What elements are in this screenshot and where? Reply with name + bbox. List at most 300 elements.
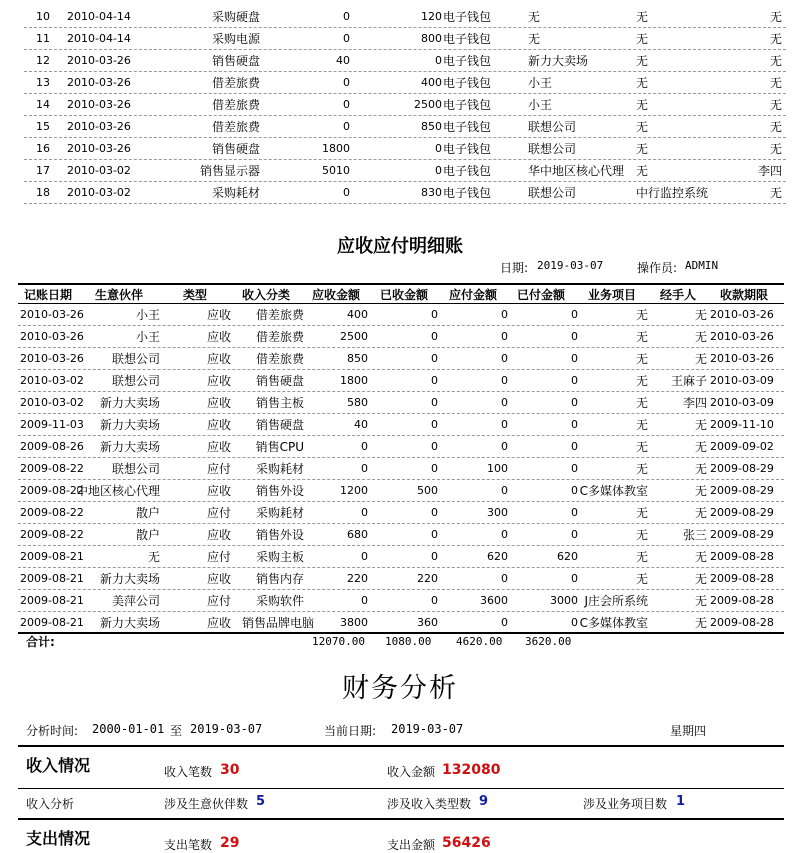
row-category: 销售主板 — [255, 396, 304, 410]
row-received: 0 — [431, 330, 438, 343]
ledger-date: 2010-03-26 — [67, 120, 131, 133]
row-due-date: 2010-03-09 — [710, 374, 774, 387]
ledger-handler: 无 — [769, 120, 782, 134]
row-handler: 张三 — [682, 528, 707, 542]
row-paid: 0 — [571, 330, 578, 343]
row-category: 采购软件 — [255, 594, 304, 608]
row-category: 销售硬盘 — [255, 374, 304, 388]
ledger-no: 10 — [36, 10, 50, 23]
row-receivable: 0 — [361, 550, 368, 563]
ledger-amount-in: 1800 — [322, 142, 350, 155]
ledger-account: 电子钱包 — [443, 10, 492, 24]
row-received: 0 — [431, 462, 438, 475]
table-row — [0, 94, 800, 116]
row-due-date: 2009-08-29 — [710, 506, 774, 519]
row-due-date: 2009-11-10 — [710, 418, 774, 431]
detail-header-cell: 生意伙伴 — [95, 288, 144, 302]
row-category: 销售外设 — [255, 484, 304, 498]
row-project: C多媒体教室 — [579, 616, 648, 630]
row-paid: 0 — [571, 440, 578, 453]
row-received: 0 — [431, 396, 438, 409]
income-section-rule — [18, 745, 784, 747]
ledger-party: 联想公司 — [528, 186, 577, 200]
ledger-project: 无 — [636, 32, 649, 46]
table-row — [0, 182, 800, 204]
row-payable: 0 — [501, 528, 508, 541]
ledger-desc: 借差旅费 — [211, 76, 260, 90]
row-payable: 0 — [501, 440, 508, 453]
ledger-date: 2010-03-02 — [67, 186, 131, 199]
detail-operator-label: 操作员: — [637, 261, 678, 275]
ledger-amount-in: 0 — [343, 10, 350, 23]
row-partner: 新力大卖场 — [99, 440, 160, 454]
expense-section-title: 支出情况 — [26, 829, 91, 848]
detail-date: 2019-03-07 — [537, 259, 604, 272]
detail-header-cell: 应收金额 — [312, 288, 361, 302]
table-row — [0, 326, 800, 348]
row-payable: 100 — [487, 462, 508, 475]
row-type: 应收 — [207, 616, 232, 630]
row-category: 采购主板 — [255, 550, 304, 564]
row-partner: 新力大卖场 — [99, 616, 160, 630]
row-project: 无 — [635, 418, 648, 432]
detail-header-cell: 记账日期 — [24, 288, 73, 302]
row-category: 销售品牌电脑 — [242, 616, 315, 630]
row-payable: 0 — [501, 396, 508, 409]
row-project: 无 — [635, 440, 648, 454]
ledger-party: 华中地区核心代理 — [528, 164, 625, 178]
row-partner: 中地区核心代理 — [75, 484, 160, 498]
row-paid: 0 — [571, 352, 578, 365]
row-receivable: 0 — [361, 506, 368, 519]
current-date: 2019-03-07 — [391, 722, 464, 736]
ledger-party: 联想公司 — [528, 142, 577, 156]
row-payable: 0 — [501, 330, 508, 343]
partners-count-label: 涉及生意伙伴数 — [164, 797, 249, 811]
row-type: 应收 — [207, 572, 232, 586]
row-received: 0 — [431, 528, 438, 541]
weekday: 星期四 — [670, 724, 707, 738]
row-project: 无 — [635, 572, 648, 586]
row-paid: 0 — [571, 528, 578, 541]
table-row — [0, 568, 800, 590]
row-receivable: 0 — [361, 440, 368, 453]
row-payable: 3600 — [480, 594, 508, 607]
row-project: 无 — [635, 462, 648, 476]
row-project: 无 — [635, 396, 648, 410]
row-project: 无 — [635, 528, 648, 542]
row-due-date: 2009-08-29 — [710, 484, 774, 497]
ledger-amount-out: 2500 — [414, 98, 442, 111]
ledger-amount-in: 5010 — [322, 164, 350, 177]
row-received: 0 — [431, 440, 438, 453]
table-row — [0, 480, 800, 502]
period-end: 2019-03-07 — [190, 722, 263, 736]
row-date: 2010-03-26 — [20, 352, 84, 365]
ledger-amount-out: 800 — [421, 32, 442, 45]
income-count-label: 收入笔数 — [164, 765, 213, 779]
row-received: 0 — [431, 308, 438, 321]
detail-header-cell: 收款期限 — [720, 288, 769, 302]
row-due-date: 2009-08-28 — [710, 616, 774, 629]
row-partner: 新力大卖场 — [99, 396, 160, 410]
detail-title: 应收应付明细账 — [337, 236, 463, 257]
row-category: 销售硬盘 — [255, 418, 304, 432]
detail-date-label: 日期: — [500, 261, 529, 275]
row-partner: 联想公司 — [111, 374, 160, 388]
ledger-party: 联想公司 — [528, 120, 577, 134]
row-partner: 散户 — [135, 528, 160, 542]
row-partner: 联想公司 — [111, 462, 160, 476]
detail-header-cell: 已收金额 — [380, 288, 429, 302]
row-date: 2009-08-21 — [20, 594, 84, 607]
row-date: 2009-08-26 — [20, 440, 84, 453]
row-handler: 无 — [694, 462, 707, 476]
ledger-project: 无 — [636, 54, 649, 68]
row-handler: 无 — [694, 616, 707, 630]
ledger-project: 中行监控系统 — [636, 186, 709, 200]
row-receivable: 3800 — [340, 616, 368, 629]
table-row — [0, 28, 800, 50]
ledger-desc: 采购耗材 — [211, 186, 260, 200]
row-payable: 0 — [501, 484, 508, 497]
ledger-account: 电子钱包 — [443, 120, 492, 134]
row-receivable: 40 — [354, 418, 368, 431]
ledger-account: 电子钱包 — [443, 186, 492, 200]
table-row — [0, 50, 800, 72]
ledger-no: 13 — [36, 76, 50, 89]
row-date: 2009-08-22 — [20, 528, 84, 541]
ledger-no: 18 — [36, 186, 50, 199]
row-project: 无 — [635, 308, 648, 322]
ledger-amount-in: 0 — [343, 76, 350, 89]
ledger-handler: 无 — [769, 76, 782, 90]
ledger-handler: 无 — [769, 32, 782, 46]
row-divider — [24, 203, 786, 204]
detail-header-cell: 类型 — [183, 288, 208, 302]
table-row — [0, 392, 800, 414]
row-type: 应收 — [207, 528, 232, 542]
table-row — [0, 138, 800, 160]
ledger-no: 16 — [36, 142, 50, 155]
ledger-no: 14 — [36, 98, 50, 111]
income-amount-value: 132080 — [442, 762, 501, 778]
ledger-handler: 无 — [769, 98, 782, 112]
detail-header-cell: 已付金额 — [517, 288, 566, 302]
ledger-handler: 无 — [769, 186, 782, 200]
ledger-project: 无 — [636, 120, 649, 134]
ledger-project: 无 — [636, 10, 649, 24]
row-date: 2009-08-21 — [20, 550, 84, 563]
table-row — [0, 436, 800, 458]
row-type: 应收 — [207, 396, 232, 410]
row-date: 2009-08-21 — [20, 616, 84, 629]
row-handler: 无 — [694, 418, 707, 432]
row-paid: 0 — [571, 506, 578, 519]
ledger-party: 无 — [528, 10, 541, 24]
income-analysis-rule — [18, 788, 784, 789]
row-handler: 无 — [694, 594, 707, 608]
row-partner: 新力大卖场 — [99, 418, 160, 432]
income-count-value: 30 — [220, 762, 240, 778]
row-payable: 0 — [501, 352, 508, 365]
ledger-amount-out: 830 — [421, 186, 442, 199]
ledger-project: 无 — [636, 164, 649, 178]
ledger-no: 11 — [36, 32, 50, 45]
row-date: 2009-08-22 — [20, 484, 84, 497]
row-date: 2010-03-02 — [20, 396, 84, 409]
row-paid: 0 — [571, 616, 578, 629]
row-handler: 李四 — [682, 396, 707, 410]
ledger-desc: 销售显示器 — [199, 164, 260, 178]
row-paid: 0 — [571, 308, 578, 321]
row-type: 应收 — [207, 308, 232, 322]
row-due-date: 2009-08-28 — [710, 550, 774, 563]
row-project: 无 — [635, 374, 648, 388]
row-receivable: 680 — [347, 528, 368, 541]
row-partner: 小王 — [135, 330, 160, 344]
row-partner: 散户 — [135, 506, 160, 520]
analysis-title: 财务分析 — [342, 673, 458, 704]
row-handler: 无 — [694, 484, 707, 498]
row-date: 2010-03-26 — [20, 308, 84, 321]
row-project: J庄会所系统 — [584, 594, 648, 608]
row-paid: 0 — [571, 484, 578, 497]
row-date: 2010-03-26 — [20, 330, 84, 343]
table-row — [0, 72, 800, 94]
row-category: 借差旅费 — [255, 352, 304, 366]
expense-count-value: 29 — [220, 835, 240, 851]
ledger-amount-out: 0 — [435, 164, 442, 177]
expense-section-rule — [18, 818, 784, 820]
ledger-amount-in: 40 — [336, 54, 350, 67]
table-row — [0, 612, 800, 634]
row-receivable: 580 — [347, 396, 368, 409]
row-payable: 0 — [501, 572, 508, 585]
partners-count-value: 5 — [256, 794, 266, 809]
total-received: 1080.00 — [385, 635, 432, 648]
income-section-title: 收入情况 — [26, 756, 91, 775]
row-received: 0 — [431, 594, 438, 607]
row-due-date: 2010-03-26 — [710, 308, 774, 321]
total-paid: 3620.00 — [525, 635, 572, 648]
ledger-handler: 无 — [769, 10, 782, 24]
table-row — [0, 590, 800, 612]
period-to: 至 — [170, 724, 183, 738]
table-row — [0, 6, 800, 28]
row-receivable: 2500 — [340, 330, 368, 343]
row-handler: 无 — [694, 572, 707, 586]
table-row — [0, 414, 800, 436]
row-payable: 0 — [501, 418, 508, 431]
row-handler: 王麻子 — [670, 374, 707, 388]
detail-header-cell: 应付金额 — [449, 288, 498, 302]
period-start: 2000-01-01 — [92, 722, 165, 736]
ledger-amount-out: 400 — [421, 76, 442, 89]
expense-amount-label: 支出金额 — [387, 838, 436, 852]
income-types-label: 涉及收入类型数 — [387, 797, 472, 811]
row-receivable: 1200 — [340, 484, 368, 497]
row-payable: 0 — [501, 308, 508, 321]
ledger-desc: 借差旅费 — [211, 120, 260, 134]
row-received: 220 — [417, 572, 438, 585]
row-category: 销售内存 — [255, 572, 304, 586]
ledger-project: 无 — [636, 142, 649, 156]
ledger-desc: 采购电源 — [211, 32, 260, 46]
row-received: 500 — [417, 484, 438, 497]
table-row — [0, 502, 800, 524]
row-partner: 美萍公司 — [111, 594, 160, 608]
row-paid: 0 — [571, 418, 578, 431]
row-handler: 无 — [694, 550, 707, 564]
row-project: 无 — [635, 352, 648, 366]
row-type: 应收 — [207, 330, 232, 344]
row-due-date: 2010-03-26 — [710, 330, 774, 343]
row-category: 销售外设 — [255, 528, 304, 542]
ledger-party: 小王 — [528, 76, 553, 90]
row-received: 0 — [431, 352, 438, 365]
row-received: 0 — [431, 506, 438, 519]
row-paid: 0 — [571, 374, 578, 387]
ledger-no: 15 — [36, 120, 50, 133]
ledger-date: 2010-04-14 — [67, 32, 131, 45]
row-date: 2010-03-02 — [20, 374, 84, 387]
row-paid: 0 — [571, 396, 578, 409]
row-handler: 无 — [694, 506, 707, 520]
row-paid: 3000 — [550, 594, 578, 607]
ledger-amount-in: 0 — [343, 32, 350, 45]
detail-header-cell: 收入分类 — [242, 288, 291, 302]
row-handler: 无 — [694, 352, 707, 366]
row-paid: 0 — [571, 462, 578, 475]
row-due-date: 2009-08-29 — [710, 462, 774, 475]
ledger-amount-in: 0 — [343, 120, 350, 133]
row-type: 应收 — [207, 374, 232, 388]
row-paid: 620 — [557, 550, 578, 563]
detail-header-cell: 经手人 — [660, 288, 697, 302]
income-types-value: 9 — [479, 794, 489, 809]
ledger-date: 2010-03-26 — [67, 98, 131, 111]
row-type: 应付 — [207, 594, 232, 608]
row-received: 0 — [431, 550, 438, 563]
row-receivable: 0 — [361, 594, 368, 607]
ledger-handler: 无 — [769, 142, 782, 156]
ledger-desc: 借差旅费 — [211, 98, 260, 112]
row-paid: 0 — [571, 572, 578, 585]
row-date: 2009-08-21 — [20, 572, 84, 585]
row-project: 无 — [635, 330, 648, 344]
detail-operator: ADMIN — [685, 259, 719, 272]
ledger-desc: 销售硬盘 — [211, 54, 260, 68]
ledger-account: 电子钱包 — [443, 98, 492, 112]
table-row — [0, 546, 800, 568]
ledger-table — [0, 0, 800, 206]
row-type: 应收 — [207, 418, 232, 432]
income-amount-label: 收入金额 — [387, 765, 436, 779]
ledger-desc: 销售硬盘 — [211, 142, 260, 156]
row-received: 360 — [417, 616, 438, 629]
ledger-account: 电子钱包 — [443, 32, 492, 46]
ledger-amount-in: 0 — [343, 186, 350, 199]
ledger-amount-in: 0 — [343, 98, 350, 111]
projects-count-value: 1 — [676, 794, 686, 809]
row-category: 借差旅费 — [255, 330, 304, 344]
ledger-date: 2010-03-26 — [67, 76, 131, 89]
row-type: 应收 — [207, 484, 232, 498]
row-payable: 0 — [501, 616, 508, 629]
detail-header-cell: 业务项目 — [588, 288, 637, 302]
ledger-date: 2010-03-26 — [67, 54, 131, 67]
row-payable: 0 — [501, 374, 508, 387]
detail-total-rule — [18, 632, 784, 634]
projects-count-label: 涉及业务项目数 — [583, 797, 668, 811]
income-analysis-label: 收入分析 — [26, 797, 75, 811]
expense-amount-value: 56426 — [442, 835, 491, 851]
ledger-date: 2010-04-14 — [67, 10, 131, 23]
table-row — [0, 458, 800, 480]
ledger-amount-out: 850 — [421, 120, 442, 133]
row-date: 2009-11-03 — [20, 418, 84, 431]
ledger-date: 2010-03-26 — [67, 142, 131, 155]
expense-count-label: 支出笔数 — [164, 838, 213, 852]
ledger-desc: 采购硬盘 — [211, 10, 260, 24]
row-due-date: 2009-09-02 — [710, 440, 774, 453]
row-project: C多媒体教室 — [579, 484, 648, 498]
row-type: 应付 — [207, 506, 232, 520]
row-due-date: 2010-03-26 — [710, 352, 774, 365]
row-payable: 300 — [487, 506, 508, 519]
row-received: 0 — [431, 374, 438, 387]
total-label: 合计: — [26, 635, 55, 649]
table-row — [0, 370, 800, 392]
row-receivable: 220 — [347, 572, 368, 585]
row-category: 采购耗材 — [255, 506, 304, 520]
ledger-handler: 无 — [769, 54, 782, 68]
ledger-amount-out: 120 — [421, 10, 442, 23]
row-handler: 无 — [694, 330, 707, 344]
row-type: 应收 — [207, 440, 232, 454]
total-receivable: 12070.00 — [312, 635, 365, 648]
table-row — [0, 348, 800, 370]
ledger-project: 无 — [636, 76, 649, 90]
ledger-party: 新力大卖场 — [528, 54, 589, 68]
ledger-party: 小王 — [528, 98, 553, 112]
row-partner: 无 — [147, 550, 160, 564]
row-handler: 无 — [694, 440, 707, 454]
row-receivable: 0 — [361, 462, 368, 475]
row-type: 应付 — [207, 462, 232, 476]
current-date-label: 当前日期: — [324, 724, 377, 738]
row-receivable: 850 — [347, 352, 368, 365]
ledger-party: 无 — [528, 32, 541, 46]
table-row — [0, 524, 800, 546]
row-date: 2009-08-22 — [20, 506, 84, 519]
row-due-date: 2010-03-09 — [710, 396, 774, 409]
row-type: 应收 — [207, 352, 232, 366]
row-category: 采购耗材 — [255, 462, 304, 476]
row-partner: 小王 — [135, 308, 160, 322]
row-category: 借差旅费 — [255, 308, 304, 322]
table-row — [0, 116, 800, 138]
total-payable: 4620.00 — [456, 635, 503, 648]
row-receivable: 1800 — [340, 374, 368, 387]
row-category: 销售CPU — [255, 440, 304, 454]
ledger-no: 12 — [36, 54, 50, 67]
table-row — [0, 304, 800, 326]
ledger-account: 电子钱包 — [443, 142, 492, 156]
period-label: 分析时间: — [26, 724, 79, 738]
row-partner: 新力大卖场 — [99, 572, 160, 586]
